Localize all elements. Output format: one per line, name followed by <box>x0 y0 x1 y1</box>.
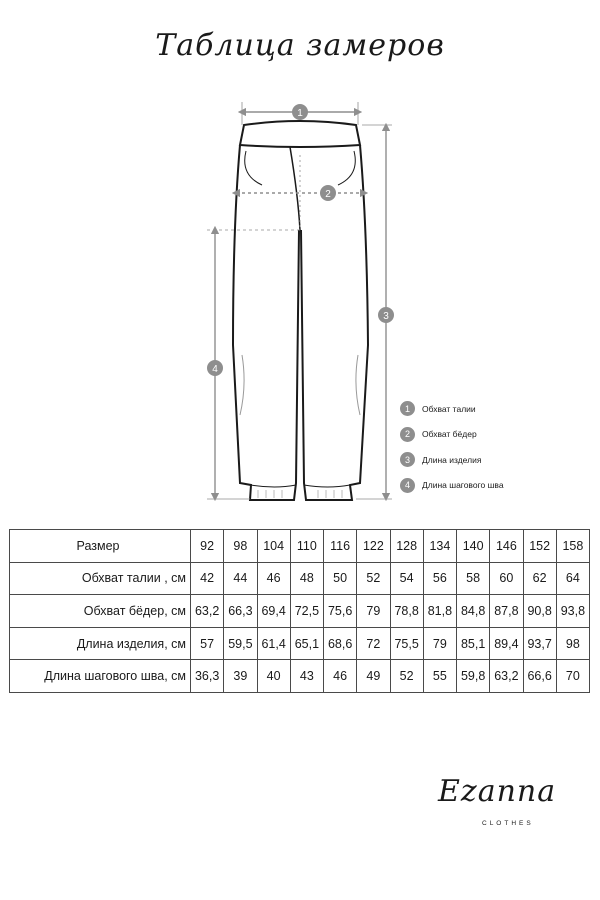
marker-1 <box>292 104 308 120</box>
table-cell: 66,6 <box>523 660 556 693</box>
measurement-legend <box>400 396 590 498</box>
size-header-cell: 92 <box>191 530 224 563</box>
table-row <box>10 562 590 595</box>
table-header-label: Размер <box>10 530 191 563</box>
table-row <box>10 660 590 693</box>
marker-2 <box>320 185 336 201</box>
size-header-cell: 98 <box>224 530 257 563</box>
legend-item <box>400 422 590 448</box>
legend-item <box>400 396 590 422</box>
legend-label: Длина шагового шва <box>422 480 504 491</box>
table-cell: 68,6 <box>324 627 357 660</box>
table-cell: 98 <box>556 627 589 660</box>
legend-item <box>400 447 590 473</box>
size-header-cell: 140 <box>457 530 490 563</box>
table-cell: 52 <box>357 562 390 595</box>
table-cell: 78,8 <box>390 595 423 628</box>
legend-item <box>400 473 590 499</box>
table-cell: 56 <box>423 562 456 595</box>
size-header-cell: 110 <box>290 530 323 563</box>
table-cell: 64 <box>556 562 589 595</box>
table-cell: 84,8 <box>457 595 490 628</box>
table-cell: 52 <box>390 660 423 693</box>
table-cell: 62 <box>523 562 556 595</box>
legend-label: Обхват бёдер <box>422 429 477 440</box>
table-cell: 65,1 <box>290 627 323 660</box>
size-header-cell: 122 <box>357 530 390 563</box>
table-cell: 72 <box>357 627 390 660</box>
legend-number: 3 <box>400 452 415 467</box>
table-cell: 59,5 <box>224 627 257 660</box>
size-header-cell: 158 <box>556 530 589 563</box>
table-cell: 93,7 <box>523 627 556 660</box>
size-header-cell: 152 <box>523 530 556 563</box>
table-cell: 93,8 <box>556 595 589 628</box>
table-cell: 48 <box>290 562 323 595</box>
table-cell: 39 <box>224 660 257 693</box>
table-cell: 44 <box>224 562 257 595</box>
size-table <box>9 529 590 693</box>
size-header-cell: 128 <box>390 530 423 563</box>
marker-3 <box>378 307 394 323</box>
table-cell: 69,4 <box>257 595 290 628</box>
table-cell: 75,5 <box>390 627 423 660</box>
table-cell: 57 <box>191 627 224 660</box>
table-cell: 79 <box>423 627 456 660</box>
table-cell: 72,5 <box>290 595 323 628</box>
table-cell: 60 <box>490 562 523 595</box>
row-label: Обхват талии , см <box>10 562 191 595</box>
marker-4 <box>207 360 223 376</box>
table-cell: 79 <box>357 595 390 628</box>
table-cell: 63,2 <box>490 660 523 693</box>
legend-number: 2 <box>400 427 415 442</box>
table-cell: 81,8 <box>423 595 456 628</box>
table-cell: 59,8 <box>457 660 490 693</box>
svg-text:2: 2 <box>325 189 331 200</box>
table-cell: 42 <box>191 562 224 595</box>
row-label: Длина шагового шва, см <box>10 660 191 693</box>
table-cell: 36,3 <box>191 660 224 693</box>
table-cell: 75,6 <box>324 595 357 628</box>
table-cell: 46 <box>324 660 357 693</box>
row-label: Обхват бёдер, см <box>10 595 191 628</box>
brand-logo <box>420 770 570 840</box>
table-cell: 85,1 <box>457 627 490 660</box>
size-header-cell: 116 <box>324 530 357 563</box>
table-cell: 46 <box>257 562 290 595</box>
table-cell: 70 <box>556 660 589 693</box>
logo-script: Ezanna <box>438 774 557 809</box>
legend-number: 1 <box>400 401 415 416</box>
table-cell: 90,8 <box>523 595 556 628</box>
table-cell: 49 <box>357 660 390 693</box>
legend-label: Длина изделия <box>422 454 482 465</box>
table-row <box>10 627 590 660</box>
table-cell: 89,4 <box>490 627 523 660</box>
table-cell: 58 <box>457 562 490 595</box>
pants-outline <box>233 121 368 500</box>
legend-number: 4 <box>400 478 415 493</box>
logo-subtitle: CLOTHES <box>482 820 534 827</box>
table-cell: 63,2 <box>191 595 224 628</box>
size-header-cell: 104 <box>257 530 290 563</box>
table-header-row <box>10 530 590 563</box>
table-cell: 50 <box>324 562 357 595</box>
table-cell: 66,3 <box>224 595 257 628</box>
legend-label: Обхват талии <box>422 403 476 414</box>
table-cell: 40 <box>257 660 290 693</box>
table-cell: 54 <box>390 562 423 595</box>
size-header-cell: 146 <box>490 530 523 563</box>
table-cell: 87,8 <box>490 595 523 628</box>
table-cell: 61,4 <box>257 627 290 660</box>
svg-text:4: 4 <box>212 364 218 375</box>
row-label: Длина изделия, см <box>10 627 191 660</box>
svg-text:1: 1 <box>297 108 303 119</box>
table-cell: 55 <box>423 660 456 693</box>
table-cell: 43 <box>290 660 323 693</box>
table-row <box>10 595 590 628</box>
svg-text:3: 3 <box>383 311 389 322</box>
page-title: Таблица замеров <box>155 28 445 63</box>
size-header-cell: 134 <box>423 530 456 563</box>
